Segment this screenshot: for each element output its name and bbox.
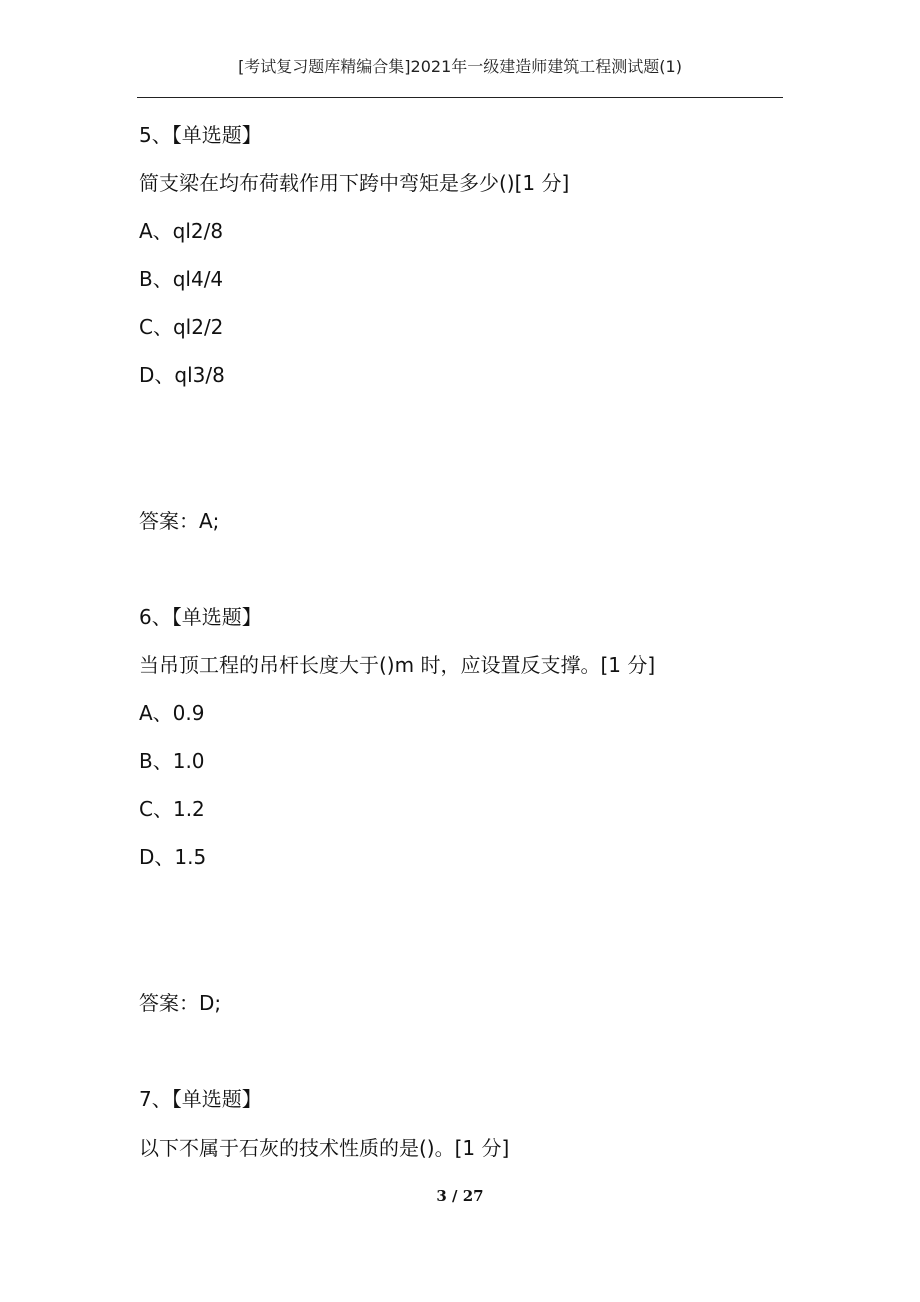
- header-divider: [137, 97, 783, 98]
- answer-text: 答案：D;: [139, 991, 222, 1015]
- question-stem: 当吊顶工程的吊杆长度大于()m 时，应设置反支撑。[1 分]: [139, 653, 656, 677]
- option-c: C、ql2/2: [139, 315, 224, 339]
- option-d: D、ql3/8: [139, 363, 225, 387]
- option-b: B、ql4/4: [139, 267, 224, 291]
- option-d: D、1.5: [139, 845, 207, 869]
- option-b: B、1.0: [139, 749, 205, 773]
- option-a: A、0.9: [139, 701, 205, 725]
- question-heading: 7、【单选题】: [139, 1087, 262, 1111]
- option-c: C、1.2: [139, 797, 205, 821]
- question-stem: 简支梁在均布荷载作用下跨中弯矩是多少()[1 分]: [139, 171, 570, 195]
- document-title: [考试复习题库精编合集]2021年一级建造师建筑工程测试题(1): [238, 57, 682, 76]
- option-a: A、ql2/8: [139, 219, 224, 243]
- page-number: 3 / 27: [436, 1187, 484, 1205]
- question-stem: 以下不属于石灰的技术性质的是()。[1 分]: [139, 1136, 510, 1160]
- question-heading: 6、【单选题】: [139, 605, 262, 629]
- answer-text: 答案：A;: [139, 509, 220, 533]
- question-heading: 5、【单选题】: [139, 123, 262, 147]
